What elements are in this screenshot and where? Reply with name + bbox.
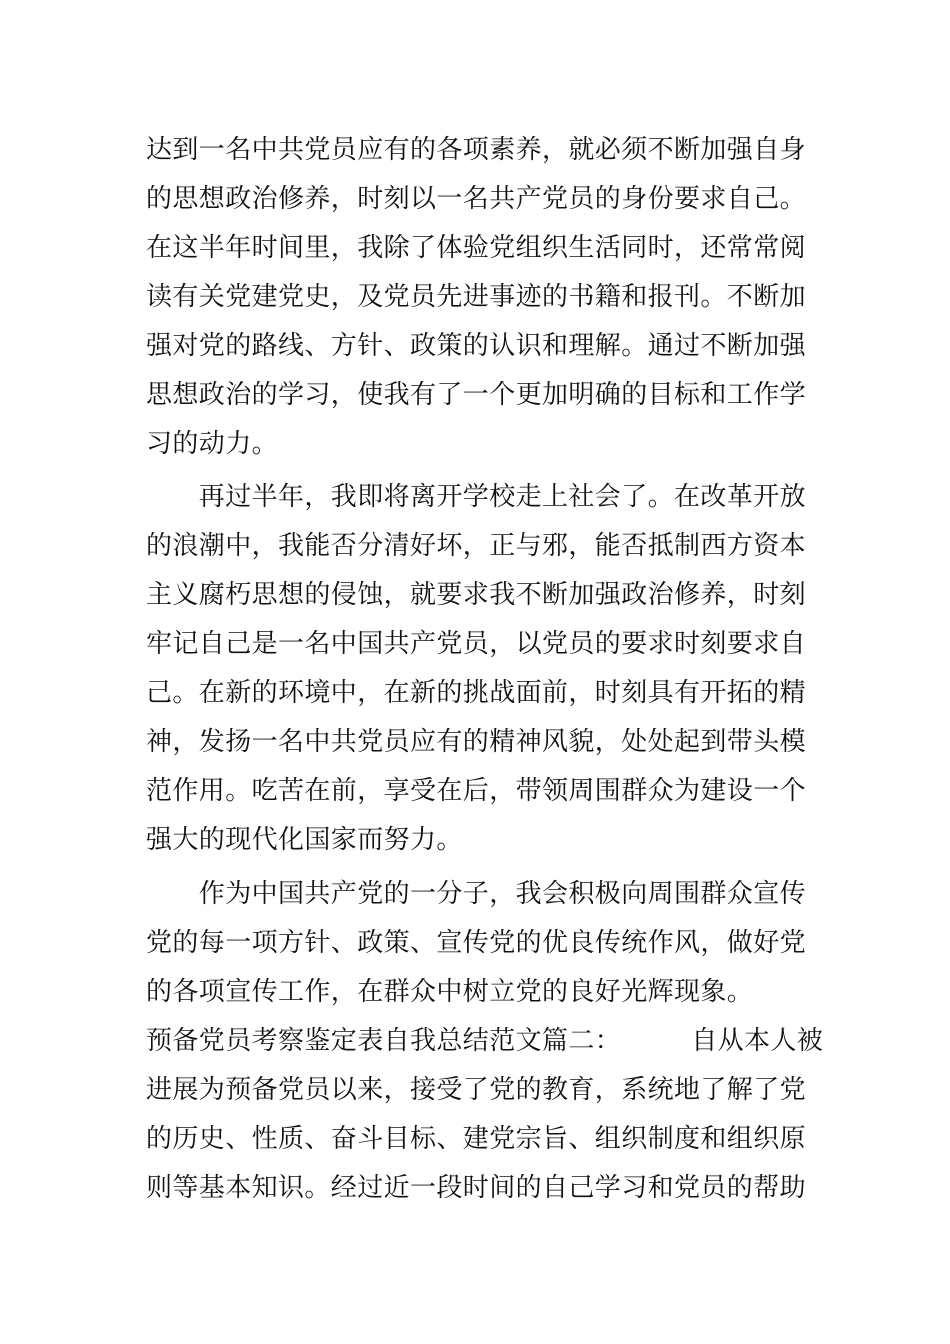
text-line: 在这半年时间里，我除了体验党组织生活同时，还常常阅 [146,233,807,263]
text-line: 习的动力。 [146,429,279,459]
text-line: 神，发扬一名中共党员应有的精神风貌，处处起到带头模 [146,727,807,757]
text-line: 主义腐朽思想的侵蚀，就要求我不断加强政治修养，时刻 [146,580,807,610]
text-line: 再过半年，我即将离开学校走上社会了。在改革开放 [146,482,807,512]
section-heading: 预备党员考察鉴定表自我总结范文篇二： [146,1026,622,1056]
section-heading-line [146,1016,824,1066]
text-line: 党的每一项方针、政策、宣传党的优良传统作风，做好党 [146,928,807,958]
text-line: 牢记自己是一名中国共产党员，以党员的要求时刻要求自 [146,629,807,659]
text-line: 的历史、性质、奋斗目标、建党宗旨、组织制度和组织原 [146,1124,807,1154]
text-line: 的浪潮中，我能否分清好坏，正与邪，能否抵制西方资本 [146,531,807,561]
text-line: 强对党的路线、方针、政策的认识和理解。通过不断加强 [146,331,807,361]
text-line: 则等基本知识。经过近一段时间的自己学习和党员的帮助 [146,1173,807,1203]
section-heading-continuation: 自从本人被 [691,1026,824,1056]
text-line: 读有关党建党史，及党员先进事迹的书籍和报刊。不断加 [146,282,807,312]
text-line: 强大的现代化国家而努力。 [146,825,463,855]
text-line: 的思想政治修养，时刻以一名共产党员的身份要求自己。 [146,184,807,214]
text-line: 思想政治的学习，使我有了一个更加明确的目标和工作学 [146,380,807,410]
text-line: 作为中国共产党的一分子，我会积极向周围群众宣传 [146,879,807,909]
text-line: 己。在新的环境中，在新的挑战面前，时刻具有开拓的精 [146,678,807,708]
text-line: 的各项宣传工作，在群众中树立党的良好光辉现象。 [146,977,754,1007]
text-line: 达到一名中共党员应有的各项素养，就必须不断加强自身 [146,135,807,165]
text-line: 进展为预备党员以来，接受了党的教育，系统地了解了党 [146,1075,807,1105]
text-line: 范作用。吃苦在前，享受在后，带领周围群众为建设一个 [146,776,807,806]
